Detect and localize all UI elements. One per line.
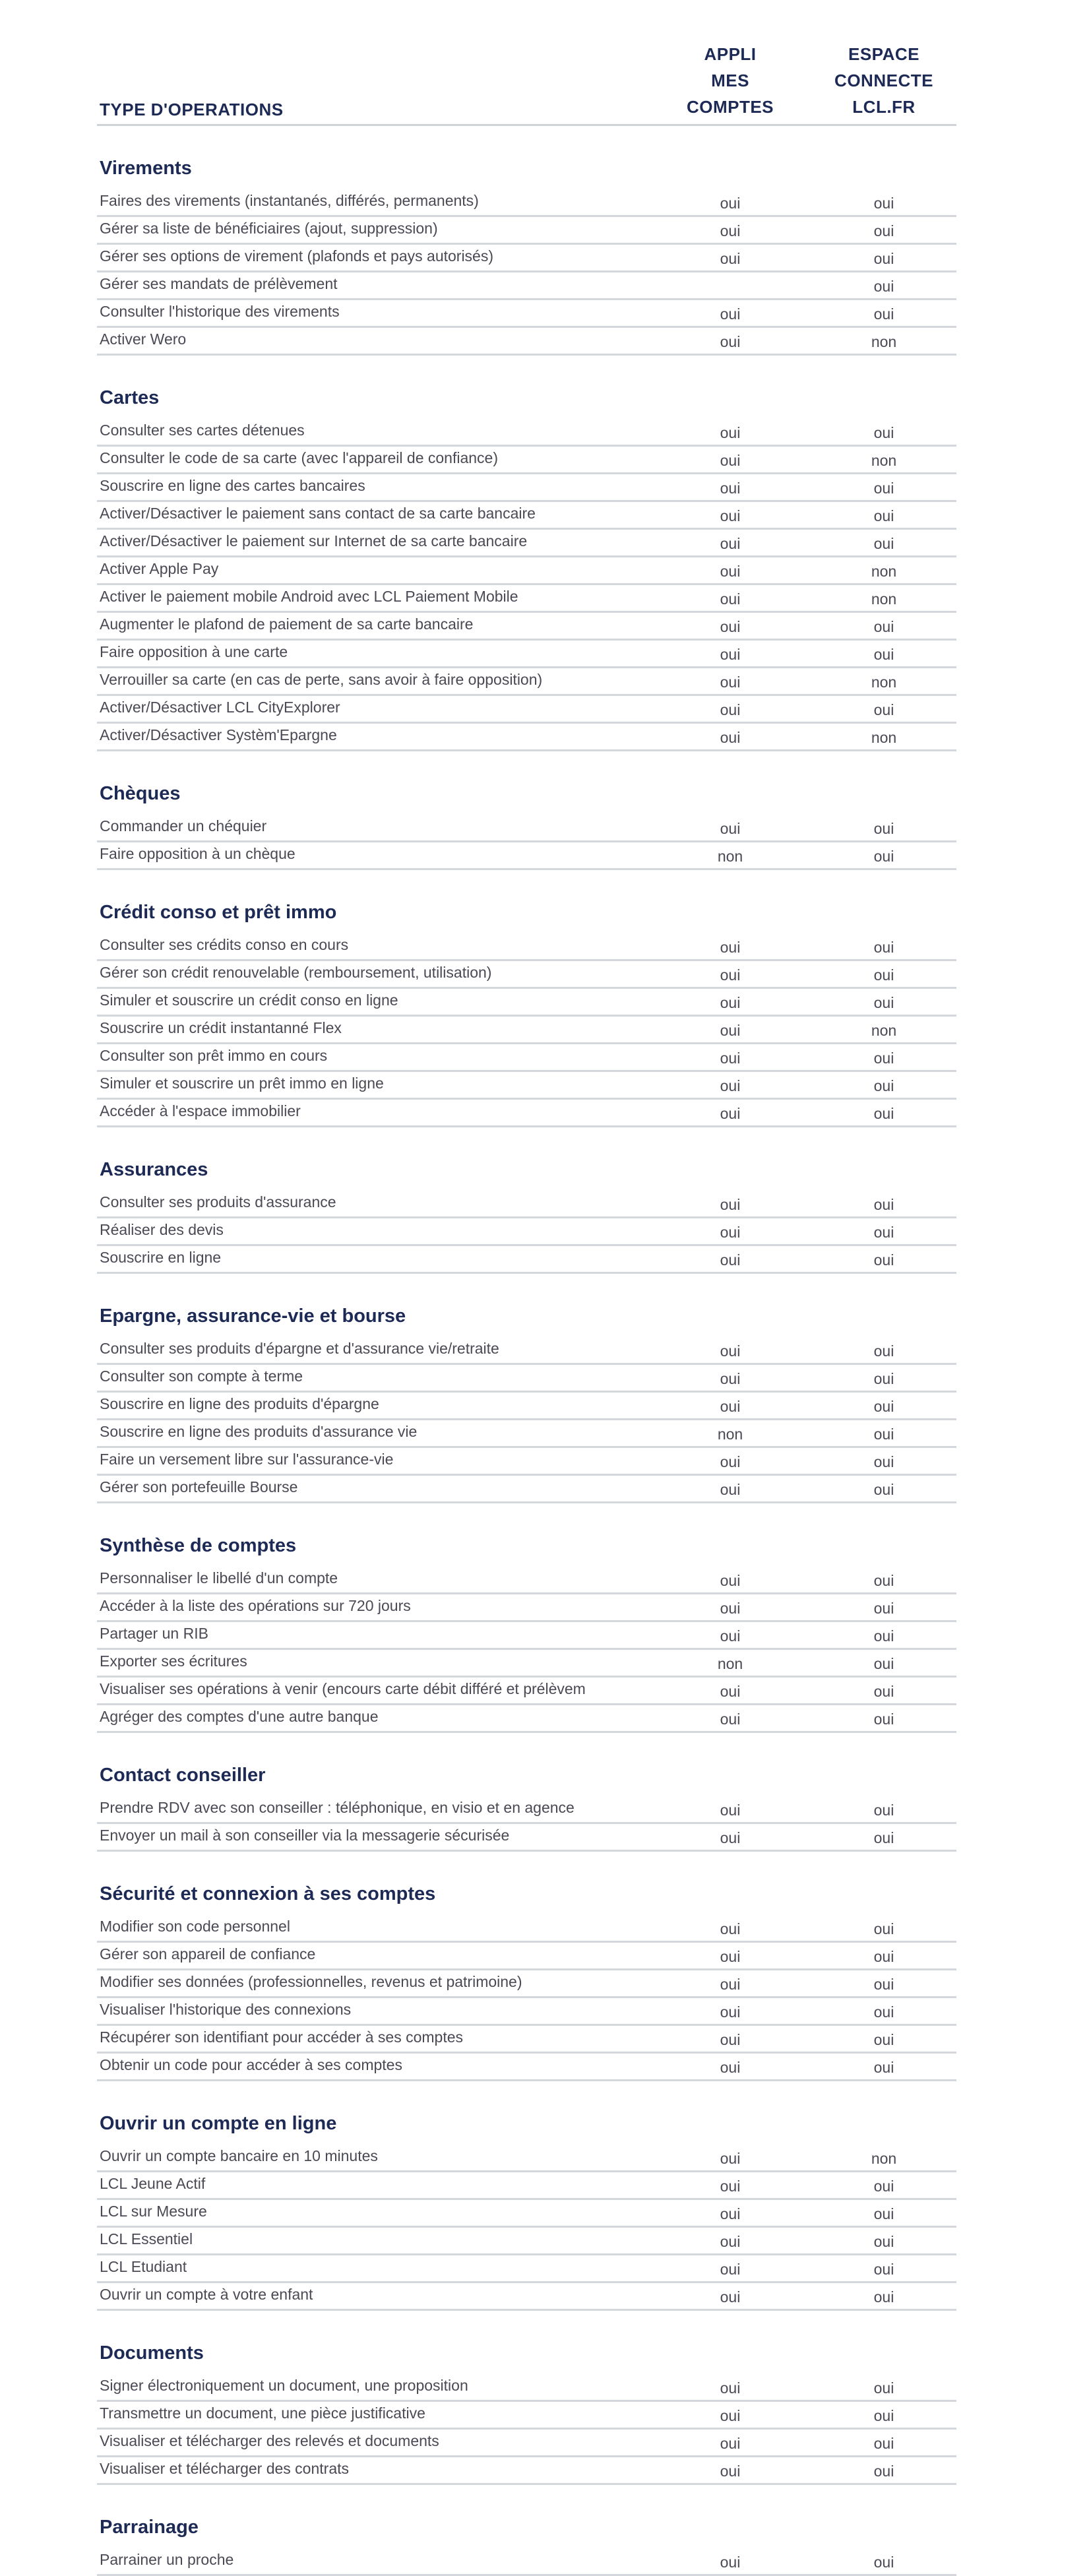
appli-value: oui xyxy=(720,452,741,469)
operation-label: Souscrire en ligne des produits d'assurance vie xyxy=(100,1423,418,1440)
operation-label: Personnaliser le libellé d'un compte xyxy=(100,1569,338,1586)
table-row xyxy=(97,724,956,751)
table-row xyxy=(97,447,956,474)
table-row xyxy=(97,1044,956,1072)
espace-value: oui xyxy=(873,1342,894,1360)
appli-value: oui xyxy=(720,1453,741,1470)
column-header-appli-line: MES xyxy=(711,71,749,90)
appli-value: oui xyxy=(720,1398,741,1415)
appli-value: oui xyxy=(720,2205,741,2222)
table-row xyxy=(97,1943,956,1970)
section-title: Sécurité et connexion à ses comptes xyxy=(100,1883,436,1904)
operation-label: Obtenir un code pour accéder à ses comptes xyxy=(100,2056,402,2073)
operation-label: Transmettre un document, une pièce justificative xyxy=(100,2404,425,2422)
espace-value: non xyxy=(871,563,897,580)
operation-label: Consulter le code de sa carte (avec l'appareil de confiance) xyxy=(100,449,499,466)
espace-value: oui xyxy=(873,1196,894,1213)
espace-value: oui xyxy=(873,1426,894,1443)
espace-value: oui xyxy=(873,2178,894,2195)
operation-label: LCL Essentiel xyxy=(100,2230,193,2247)
operation-label: Exporter ses écritures xyxy=(100,1652,247,1670)
operation-label: Souscrire un crédit instantanné Flex xyxy=(100,1019,342,1036)
operation-label: Envoyer un mail à son conseiller via la messagerie sécurisée xyxy=(100,1827,510,1844)
operation-label: Ouvrir un compte bancaire en 10 minutes xyxy=(100,2147,378,2164)
operation-label: LCL Etudiant xyxy=(100,2258,187,2275)
appli-value: oui xyxy=(720,1600,741,1617)
appli-value: oui xyxy=(720,618,741,635)
appli-value: oui xyxy=(720,939,741,956)
table-row xyxy=(97,2145,956,2172)
operations-table xyxy=(97,34,956,2576)
operation-label: Faire opposition à une carte xyxy=(100,643,288,660)
appli-value: non xyxy=(717,848,743,865)
table-row xyxy=(97,2402,956,2430)
operation-label: Commander un chéquier xyxy=(100,817,267,834)
espace-value: oui xyxy=(873,701,894,718)
section-title: Contact conseiller xyxy=(100,1765,266,1786)
table-row xyxy=(97,961,956,989)
operation-label: Consulter son prêt immo en cours xyxy=(100,1047,328,1064)
appli-value: oui xyxy=(720,1224,741,1241)
appli-value: oui xyxy=(720,2463,741,2480)
table-row xyxy=(97,2374,956,2402)
espace-value: oui xyxy=(873,1481,894,1498)
espace-value: oui xyxy=(873,2554,894,2571)
operation-label: Visualiser ses opérations à venir (encours carte débit différé et prélèvem xyxy=(100,1680,586,1697)
operation-label: Souscrire en ligne des cartes bancaires xyxy=(100,477,365,494)
operation-label: Gérer son appareil de confiance xyxy=(100,1945,316,1963)
operation-label: Consulter ses produits d'assurance xyxy=(100,1193,336,1210)
table-row xyxy=(97,2228,956,2255)
column-header-espace-line: CONNECTE xyxy=(834,71,933,90)
table-row xyxy=(97,328,956,356)
operation-label: Visualiser et télécharger des relevés et documents xyxy=(100,2432,439,2449)
table-row xyxy=(97,815,956,842)
section-title: Ouvrir un compte en ligne xyxy=(100,2113,337,2134)
espace-value: oui xyxy=(873,2379,894,2397)
espace-value: oui xyxy=(873,966,894,984)
espace-value: non xyxy=(871,729,897,746)
operation-label: Accéder à l'espace immobilier xyxy=(100,1102,301,1119)
appli-value: oui xyxy=(720,1683,741,1700)
espace-value: oui xyxy=(873,939,894,956)
espace-value: oui xyxy=(873,1802,894,1819)
table-row xyxy=(97,300,956,328)
espace-value: oui xyxy=(873,424,894,441)
appli-value: oui xyxy=(720,305,741,323)
column-header-type: TYPE D'OPERATIONS xyxy=(100,100,284,119)
appli-value: oui xyxy=(720,2379,741,2397)
appli-value: oui xyxy=(720,701,741,718)
table-row xyxy=(97,641,956,668)
table-row xyxy=(97,2172,956,2200)
espace-value: oui xyxy=(873,1370,894,1387)
table-row xyxy=(97,1567,956,1594)
operation-label: Augmenter le plafond de paiement de sa carte bancaire xyxy=(100,615,474,633)
espace-value: oui xyxy=(873,250,894,267)
espace-value: oui xyxy=(873,1077,894,1094)
table-header xyxy=(97,34,956,126)
appli-value: oui xyxy=(720,1105,741,1122)
section-title: Documents xyxy=(100,2342,204,2364)
appli-value: oui xyxy=(720,424,741,441)
appli-value: oui xyxy=(720,563,741,580)
appli-value: oui xyxy=(720,1948,741,1965)
appli-value: oui xyxy=(720,966,741,984)
appli-value: oui xyxy=(720,820,741,837)
espace-value: oui xyxy=(873,1453,894,1470)
appli-value: non xyxy=(717,1426,743,1443)
table-row xyxy=(97,1365,956,1393)
espace-value: oui xyxy=(873,1600,894,1617)
appli-value: oui xyxy=(720,1022,741,1039)
appli-value: oui xyxy=(720,250,741,267)
appli-value: oui xyxy=(720,1370,741,1387)
operation-label: Faire opposition à un chèque xyxy=(100,845,296,862)
section-title: Epargne, assurance-vie et bourse xyxy=(100,1305,406,1327)
column-header-espace xyxy=(811,41,956,120)
appli-value: oui xyxy=(720,2435,741,2452)
appli-value: oui xyxy=(720,994,741,1011)
operation-label: Activer Wero xyxy=(100,330,187,348)
appli-value: oui xyxy=(720,1920,741,1937)
appli-value: oui xyxy=(720,2288,741,2306)
espace-value: non xyxy=(871,674,897,691)
operation-label: Parrainer un proche xyxy=(100,2551,234,2568)
table-row xyxy=(97,1246,956,1274)
appli-value: oui xyxy=(720,729,741,746)
operation-label: Activer/Désactiver LCL CityExplorer xyxy=(100,699,340,716)
table-row xyxy=(97,2430,956,2457)
appli-value: oui xyxy=(720,2233,741,2250)
espace-value: oui xyxy=(873,1050,894,1067)
operation-label: Récupérer son identifiant pour accéder à ses comptes xyxy=(100,2028,464,2046)
espace-value: oui xyxy=(873,278,894,295)
operation-label: Réaliser des devis xyxy=(100,1221,224,1238)
appli-value: oui xyxy=(720,1572,741,1589)
operation-label: Gérer son crédit renouvelable (remboursement, utilisation) xyxy=(100,964,492,981)
espace-value: oui xyxy=(873,2288,894,2306)
table-row xyxy=(97,1072,956,1100)
table-body xyxy=(97,126,956,2576)
espace-value: non xyxy=(871,333,897,350)
table-row xyxy=(97,419,956,447)
operation-label: Souscrire en ligne des produits d'épargne xyxy=(100,1395,379,1412)
espace-value: oui xyxy=(873,1224,894,1241)
table-row xyxy=(97,1191,956,1218)
appli-value: oui xyxy=(720,2150,741,2167)
operation-label: Gérer sa liste de bénéficiaires (ajout, suppression) xyxy=(100,220,438,237)
appli-value: oui xyxy=(720,1711,741,1728)
appli-value: oui xyxy=(720,1802,741,1819)
section-title: Crédit conso et prêt immo xyxy=(100,902,337,923)
operation-label: Souscrire en ligne xyxy=(100,1249,222,1266)
section-title: Cartes xyxy=(100,387,160,408)
table-row xyxy=(97,1448,956,1476)
operation-label: LCL sur Mesure xyxy=(100,2203,207,2220)
appli-value: oui xyxy=(720,480,741,497)
table-row xyxy=(97,668,956,696)
espace-value: oui xyxy=(873,1105,894,1122)
appli-value: oui xyxy=(720,2059,741,2076)
table-row xyxy=(97,474,956,502)
espace-value: oui xyxy=(873,1572,894,1589)
appli-value: oui xyxy=(720,333,741,350)
espace-value: non xyxy=(871,452,897,469)
appli-value: oui xyxy=(720,2031,741,2048)
column-header-espace-line: LCL.FR xyxy=(852,97,916,117)
espace-value: oui xyxy=(873,1948,894,1965)
operation-label: Gérer ses mandats de prélèvement xyxy=(100,275,338,292)
espace-value: non xyxy=(871,1022,897,1039)
table-row xyxy=(97,2200,956,2228)
espace-value: oui xyxy=(873,2059,894,2076)
table-row xyxy=(97,557,956,585)
appli-value: oui xyxy=(720,507,741,524)
section-title: Assurances xyxy=(100,1159,208,1180)
espace-value: oui xyxy=(873,305,894,323)
appli-value: oui xyxy=(720,1251,741,1269)
espace-value: non xyxy=(871,2150,897,2167)
espace-value: oui xyxy=(873,994,894,1011)
operation-label: Consulter son compte à terme xyxy=(100,1367,303,1385)
operation-label: Modifier ses données (professionnelles, revenus et patrimoine) xyxy=(100,1973,522,1990)
espace-value: oui xyxy=(873,2031,894,2048)
operation-label: Prendre RDV avec son conseiller : téléphonique, en visio et en agence xyxy=(100,1799,575,1816)
espace-value: oui xyxy=(873,507,894,524)
operation-label: Faire un versement libre sur l'assurance-vie xyxy=(100,1451,394,1468)
section-title: Synthèse de comptes xyxy=(100,1535,297,1556)
operation-label: Consulter l'historique des virements xyxy=(100,303,340,320)
column-header-espace-line: ESPACE xyxy=(848,44,920,64)
table-row xyxy=(97,1650,956,1678)
espace-value: oui xyxy=(873,2261,894,2278)
table-row xyxy=(97,2457,956,2485)
appli-value: oui xyxy=(720,1976,741,1993)
operation-label: Activer Apple Pay xyxy=(100,560,219,577)
espace-value: oui xyxy=(873,2435,894,2452)
espace-value: oui xyxy=(873,2003,894,2021)
table-row xyxy=(97,1017,956,1044)
operation-label: Activer/Désactiver le paiement sur Internet de sa carte bancaire xyxy=(100,532,528,550)
espace-value: oui xyxy=(873,1683,894,1700)
operation-label: Verrouiller sa carte (en cas de perte, sans avoir à faire opposition) xyxy=(100,671,543,688)
operation-label: Accéder à la liste des opérations sur 720 jours xyxy=(100,1597,411,1614)
appli-value: oui xyxy=(720,535,741,552)
table-row xyxy=(97,1476,956,1503)
table-row xyxy=(97,613,956,641)
operation-label: Partager un RIB xyxy=(100,1625,208,1642)
espace-value: oui xyxy=(873,2233,894,2250)
espace-value: oui xyxy=(873,1627,894,1645)
appli-value: oui xyxy=(720,1196,741,1213)
espace-value: oui xyxy=(873,1398,894,1415)
operation-label: Consulter ses crédits conso en cours xyxy=(100,936,349,953)
espace-value: oui xyxy=(873,646,894,663)
espace-value: oui xyxy=(873,1920,894,1937)
table-row xyxy=(97,2283,956,2311)
table-row xyxy=(97,1100,956,1127)
table-row xyxy=(97,585,956,613)
section-title: Chèques xyxy=(100,783,181,804)
table-row xyxy=(97,217,956,245)
espace-value: oui xyxy=(873,2463,894,2480)
operation-label: Simuler et souscrire un prêt immo en ligne xyxy=(100,1075,384,1092)
espace-value: oui xyxy=(873,1976,894,1993)
table-row xyxy=(97,2026,956,2054)
table-row xyxy=(97,1915,956,1943)
table-row xyxy=(97,1998,956,2026)
table-row xyxy=(97,1824,956,1852)
espace-value: oui xyxy=(873,222,894,239)
table-row xyxy=(97,1705,956,1733)
table-row xyxy=(97,1393,956,1420)
espace-value: oui xyxy=(873,2407,894,2424)
table-row xyxy=(97,2054,956,2081)
table-row xyxy=(97,530,956,557)
operation-label: Agréger des comptes d'une autre banque xyxy=(100,1708,379,1725)
operation-label: Gérer son portefeuille Bourse xyxy=(100,1478,298,1495)
espace-value: oui xyxy=(873,1251,894,1269)
operation-label: Signer électroniquement un document, une proposition xyxy=(100,2377,468,2394)
appli-value: oui xyxy=(720,222,741,239)
operation-label: Activer le paiement mobile Android avec LCL Paiement Mobile xyxy=(100,588,518,605)
espace-value: oui xyxy=(873,1655,894,1672)
table-row xyxy=(97,1337,956,1365)
table-row xyxy=(97,502,956,530)
table-row xyxy=(97,842,956,870)
table-row xyxy=(97,2548,956,2576)
appli-value: oui xyxy=(720,1342,741,1360)
operation-label: Visualiser et télécharger des contrats xyxy=(100,2460,349,2477)
appli-value: oui xyxy=(720,1481,741,1498)
column-header-appli-line: APPLI xyxy=(704,44,757,64)
espace-value: oui xyxy=(873,618,894,635)
appli-value: oui xyxy=(720,2003,741,2021)
table-row xyxy=(97,1594,956,1622)
appli-value: oui xyxy=(720,195,741,212)
table-row xyxy=(97,272,956,300)
table-row xyxy=(97,933,956,961)
espace-value: oui xyxy=(873,2205,894,2222)
operation-label: Modifier son code personnel xyxy=(100,1918,290,1935)
espace-value: oui xyxy=(873,480,894,497)
section-title: Virements xyxy=(100,158,192,179)
table-row xyxy=(97,1678,956,1705)
table-row xyxy=(97,189,956,217)
table-row xyxy=(97,245,956,272)
column-header-appli xyxy=(658,41,803,120)
appli-value: oui xyxy=(720,590,741,608)
operation-label: LCL Jeune Actif xyxy=(100,2175,206,2192)
operation-label: Gérer ses options de virement (plafonds et pays autorisés) xyxy=(100,247,494,265)
operation-label: Activer/Désactiver Systèm'Epargne xyxy=(100,726,337,743)
espace-value: non xyxy=(871,590,897,608)
table-row xyxy=(97,1420,956,1448)
espace-value: oui xyxy=(873,535,894,552)
table-row xyxy=(97,1622,956,1650)
appli-value: oui xyxy=(720,1077,741,1094)
table-row xyxy=(97,989,956,1017)
table-row xyxy=(97,2255,956,2283)
operation-label: Visualiser l'historique des connexions xyxy=(100,2001,352,2018)
operation-label: Simuler et souscrire un crédit conso en ligne xyxy=(100,991,398,1009)
espace-value: oui xyxy=(873,820,894,837)
espace-value: oui xyxy=(873,848,894,865)
operation-label: Consulter ses cartes détenues xyxy=(100,422,305,439)
operation-label: Activer/Désactiver le paiement sans contact de sa carte bancaire xyxy=(100,505,536,522)
operation-label: Faires des virements (instantanés, différés, permanents) xyxy=(100,192,479,209)
espace-value: oui xyxy=(873,1829,894,1846)
table-row xyxy=(97,1218,956,1246)
appli-value: oui xyxy=(720,2407,741,2424)
operation-label: Ouvrir un compte à votre enfant xyxy=(100,2286,313,2303)
table-row xyxy=(97,1970,956,1998)
appli-value: oui xyxy=(720,1829,741,1846)
appli-value: oui xyxy=(720,2261,741,2278)
appli-value: oui xyxy=(720,646,741,663)
operation-label: Consulter ses produits d'épargne et d'assurance vie/retraite xyxy=(100,1340,499,1357)
appli-value: oui xyxy=(720,674,741,691)
appli-value: non xyxy=(717,1655,743,1672)
espace-value: oui xyxy=(873,195,894,212)
appli-value: oui xyxy=(720,2554,741,2571)
appli-value: oui xyxy=(720,1050,741,1067)
table-row xyxy=(97,696,956,724)
espace-value: oui xyxy=(873,1711,894,1728)
appli-value: oui xyxy=(720,1627,741,1645)
section-title: Parrainage xyxy=(100,2517,199,2538)
table-row xyxy=(97,1796,956,1824)
column-header-appli-line: COMPTES xyxy=(686,97,774,117)
appli-value: oui xyxy=(720,2178,741,2195)
